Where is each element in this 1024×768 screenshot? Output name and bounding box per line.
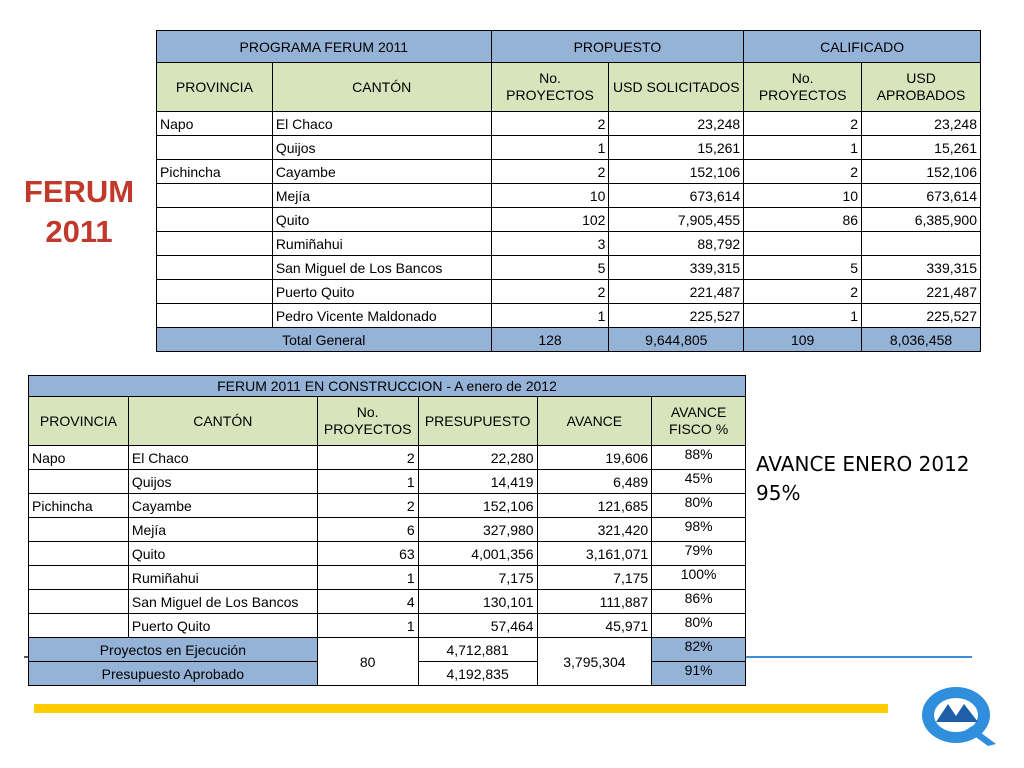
cell-cal-usd: 225,527 (862, 304, 981, 328)
cell-canton: Puerto Quito (272, 280, 491, 304)
cell-cal-usd: 23,248 (862, 112, 981, 136)
cell-canton: Mejía (128, 518, 317, 542)
cell-cal-usd: 6,385,900 (862, 208, 981, 232)
cell-canton: El Chaco (272, 112, 491, 136)
cell-canton: Quito (272, 208, 491, 232)
footer-fisco-ejecucion: 82% (652, 638, 746, 662)
cell-provincia (157, 256, 273, 280)
col-usd-aprobados: USD APROBADOS (862, 63, 981, 112)
cell-provincia: Napo (157, 112, 273, 136)
cell-provincia (29, 590, 129, 614)
total-cal-usd: 8,036,458 (862, 328, 981, 352)
cell-prop-usd: 88,792 (609, 232, 744, 256)
table2-title: FERUM 2011 EN CONSTRUCCION - A enero de 2012 (29, 376, 746, 397)
cell-canton: Cayambe (128, 494, 317, 518)
cell-presupuesto: 4,001,356 (418, 542, 537, 566)
cell-canton: Puerto Quito (128, 614, 317, 638)
table-row (157, 136, 981, 160)
cell-no-proyectos: 63 (317, 542, 418, 566)
cell-provincia (157, 208, 273, 232)
total-label: Total General (157, 328, 492, 352)
col-usd-solicitados: USD SOLICITADOS (609, 63, 744, 112)
cell-prop-no: 102 (491, 208, 609, 232)
avance-summary (756, 450, 970, 508)
cell-provincia (29, 542, 129, 566)
cell-avance: 19,606 (537, 446, 652, 470)
cell-presupuesto: 327,980 (418, 518, 537, 542)
table-row (157, 256, 981, 280)
cell-canton: El Chaco (128, 446, 317, 470)
cell-provincia (157, 232, 273, 256)
cell-no-proyectos: 2 (317, 494, 418, 518)
col-cal-no-proyectos: No. PROYECTOS (744, 63, 862, 112)
cell-provincia (157, 184, 273, 208)
cell-prop-no: 10 (491, 184, 609, 208)
cell-prop-usd: 7,905,455 (609, 208, 744, 232)
cell-avance: 121,685 (537, 494, 652, 518)
col-avance-fisco: AVANCE FISCO % (652, 397, 746, 446)
table-row (157, 304, 981, 328)
col-provincia: PROVINCIA (157, 63, 273, 112)
cell-prop-no: 2 (491, 112, 609, 136)
cell-prop-usd: 152,106 (609, 160, 744, 184)
col-prop-no-proyectos: No. PROYECTOS (491, 63, 609, 112)
cell-canton: San Miguel de Los Bancos (128, 590, 317, 614)
cell-provincia (157, 304, 273, 328)
header-calificado: CALIFICADO (744, 31, 981, 63)
cell-avance: 321,420 (537, 518, 652, 542)
cell-avance-fisco: 98% (652, 518, 746, 542)
table-row (29, 614, 746, 638)
cell-prop-usd: 15,261 (609, 136, 744, 160)
cell-cal-no: 2 (744, 160, 862, 184)
divider-blue (746, 656, 972, 658)
cell-avance: 7,175 (537, 566, 652, 590)
table-row (157, 232, 981, 256)
cell-avance-fisco: 45% (652, 470, 746, 494)
cell-no-proyectos: 6 (317, 518, 418, 542)
cell-avance-fisco: 79% (652, 542, 746, 566)
cell-cal-usd: 152,106 (862, 160, 981, 184)
cell-prop-no: 2 (491, 160, 609, 184)
cell-avance-fisco: 80% (652, 494, 746, 518)
cell-canton: Quijos (272, 136, 491, 160)
header-propuesto: PROPUESTO (491, 31, 744, 63)
cell-cal-no: 1 (744, 136, 862, 160)
footer-presupuesto-aprobado: 4,192,835 (418, 662, 537, 686)
table-row (29, 518, 746, 542)
cell-provincia (29, 518, 129, 542)
cell-prop-no: 1 (491, 304, 609, 328)
cell-avance: 6,489 (537, 470, 652, 494)
cell-canton: Cayambe (272, 160, 491, 184)
footer-aprobado-label: Presupuesto Aprobado (29, 662, 318, 686)
cell-provincia (29, 566, 129, 590)
total-prop-usd: 9,644,805 (609, 328, 744, 352)
cell-canton: Quijos (128, 470, 317, 494)
cell-no-proyectos: 1 (317, 470, 418, 494)
cell-prop-usd: 225,527 (609, 304, 744, 328)
cell-no-proyectos: 2 (317, 446, 418, 470)
ferum-construccion-table (28, 375, 746, 686)
table-row (29, 542, 746, 566)
divider-dash (24, 656, 28, 658)
slide-title-line2: 2011 (45, 214, 113, 249)
cell-avance: 111,887 (537, 590, 652, 614)
cell-prop-usd: 339,315 (609, 256, 744, 280)
col-presupuesto: PRESUPUESTO (418, 397, 537, 446)
cell-canton: Rumiñahui (128, 566, 317, 590)
cell-prop-no: 3 (491, 232, 609, 256)
cell-cal-usd: 673,614 (862, 184, 981, 208)
cell-no-proyectos: 1 (317, 614, 418, 638)
cell-provincia (157, 136, 273, 160)
cell-avance: 3,161,071 (537, 542, 652, 566)
cell-cal-no: 2 (744, 112, 862, 136)
col-canton: CANTÓN (272, 63, 491, 112)
footer-avance: 3,795,304 (537, 638, 652, 686)
col-provincia: PROVINCIA (29, 397, 129, 446)
col-canton: CANTÓN (128, 397, 317, 446)
footer-fisco-aprobado: 91% (652, 662, 746, 686)
table-row (29, 446, 746, 470)
cell-avance: 45,971 (537, 614, 652, 638)
cell-cal-no: 2 (744, 280, 862, 304)
cell-prop-no: 1 (491, 136, 609, 160)
cell-canton: Mejía (272, 184, 491, 208)
cell-prop-usd: 23,248 (609, 112, 744, 136)
cell-prop-no: 2 (491, 280, 609, 304)
cell-provincia: Napo (29, 446, 129, 470)
avance-summary-label: AVANCE ENERO 2012 (756, 452, 970, 476)
col-no-proyectos: No. PROYECTOS (317, 397, 418, 446)
q-logo-icon (918, 682, 1002, 748)
cell-avance-fisco: 88% (652, 446, 746, 470)
table-row (29, 566, 746, 590)
table-row (157, 208, 981, 232)
table-row (29, 494, 746, 518)
cell-provincia (29, 470, 129, 494)
table-row (157, 280, 981, 304)
cell-canton: Quito (128, 542, 317, 566)
cell-presupuesto: 22,280 (418, 446, 537, 470)
cell-no-proyectos: 1 (317, 566, 418, 590)
cell-presupuesto: 130,101 (418, 590, 537, 614)
avance-summary-value: 95% (756, 481, 801, 505)
cell-canton: San Miguel de Los Bancos (272, 256, 491, 280)
slide-title (12, 172, 146, 252)
divider-yellow (34, 704, 888, 713)
cell-cal-no (744, 232, 862, 256)
cell-provincia: Pichincha (29, 494, 129, 518)
cell-presupuesto: 14,419 (418, 470, 537, 494)
footer-presupuesto-ejecucion: 4,712,881 (418, 638, 537, 662)
table-row (157, 184, 981, 208)
header-program: PROGRAMA FERUM 2011 (157, 31, 492, 63)
footer-ejecucion-label: Proyectos en Ejecución (29, 638, 318, 662)
col-avance: AVANCE (537, 397, 652, 446)
cell-presupuesto: 57,464 (418, 614, 537, 638)
cell-cal-usd (862, 232, 981, 256)
footer-no-proyectos: 80 (317, 638, 418, 686)
cell-prop-usd: 221,487 (609, 280, 744, 304)
cell-cal-no: 1 (744, 304, 862, 328)
cell-prop-no: 5 (491, 256, 609, 280)
cell-canton: Pedro Vicente Maldonado (272, 304, 491, 328)
cell-no-proyectos: 4 (317, 590, 418, 614)
cell-cal-usd: 15,261 (862, 136, 981, 160)
cell-cal-no: 5 (744, 256, 862, 280)
cell-canton: Rumiñahui (272, 232, 491, 256)
cell-avance-fisco: 86% (652, 590, 746, 614)
total-prop-no: 128 (491, 328, 609, 352)
cell-presupuesto: 152,106 (418, 494, 537, 518)
cell-avance-fisco: 100% (652, 566, 746, 590)
ferum-2011-program-table (156, 30, 981, 352)
cell-avance-fisco: 80% (652, 614, 746, 638)
cell-prop-usd: 673,614 (609, 184, 744, 208)
table-row (29, 590, 746, 614)
cell-cal-no: 10 (744, 184, 862, 208)
cell-provincia: Pichincha (157, 160, 273, 184)
cell-provincia (157, 280, 273, 304)
cell-cal-usd: 339,315 (862, 256, 981, 280)
cell-presupuesto: 7,175 (418, 566, 537, 590)
cell-cal-usd: 221,487 (862, 280, 981, 304)
slide-title-line1: FERUM (23, 174, 135, 209)
cell-cal-no: 86 (744, 208, 862, 232)
table-row (157, 112, 981, 136)
total-cal-no: 109 (744, 328, 862, 352)
cell-provincia (29, 614, 129, 638)
table-row (157, 160, 981, 184)
table-row (29, 470, 746, 494)
